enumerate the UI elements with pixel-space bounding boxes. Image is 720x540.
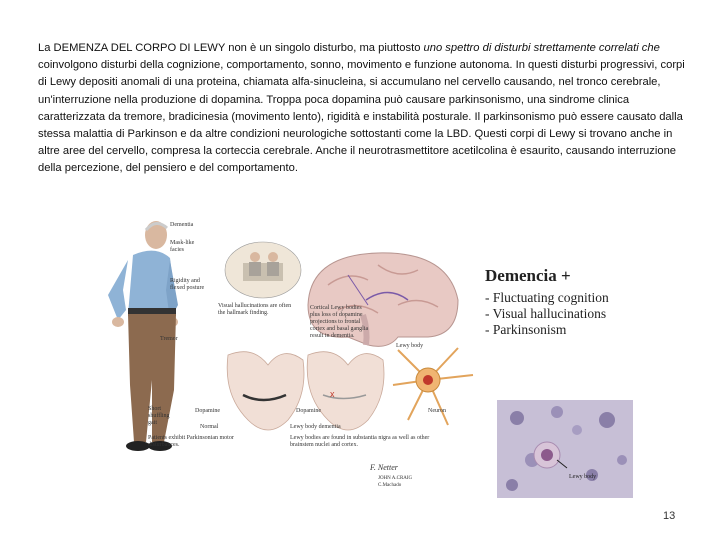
lewy-body-illustration bbox=[78, 210, 478, 500]
netter-signature: F. Netter bbox=[370, 463, 398, 472]
label-mask-like: Mask-like facies bbox=[170, 240, 195, 253]
label-short-shuffling: Short shuffling gait bbox=[148, 406, 170, 426]
page-number: 13 bbox=[663, 510, 676, 522]
demencia-item: - Visual hallucinations bbox=[485, 306, 607, 321]
label-lewy-body-dementia: Lewy body dementia bbox=[290, 424, 341, 430]
label-normal: Normal bbox=[200, 424, 219, 430]
demencia-item: - Parkinsonism bbox=[485, 322, 567, 337]
paragraph-italic: uno spettro di disturbi strettamente correlati che bbox=[423, 42, 660, 54]
demencia-title: Demencia + bbox=[485, 266, 571, 285]
neuron-drawing bbox=[388, 340, 478, 440]
label-patients-exhibit: Patients exhibit Parkinsonian motor disturbances. bbox=[148, 435, 234, 448]
label-tremor: Tremor bbox=[160, 336, 178, 342]
lewy-body-histology-image bbox=[497, 400, 633, 498]
body-paragraph bbox=[38, 40, 688, 178]
paragraph-text-2: coinvolgono disturbi della cognizione, comportamento, sonno, movimento e funzione autonoma. In questi disturbi progressivi, corpi di Lewy depositi anomali di una proteina, chiamata alfa-sinucleina, si accumulano nel cervello causando, nel tronco cerebrale, un'interruzione nella produzione di dopamina. Troppa poca dopamina può causare parkinsonismo, una sindrome clinica caratterizzata da tremore, bradicinesia (movimento lento), rigidità e instabilità posturale. Il parkinsonismo può essere causato dalla stessa malattia di Parkinson e da altre condizioni neurologiche sottostanti come la LBD. Questi corpi di Lewy si trovano anche in altre aree del cervello, compresa la corteccia cerebrale. Anche il neurotrasmettitore acetilcolina è esaurito, causando interruzione della percezione, del pensiero e del comportamento. bbox=[38, 59, 685, 175]
label-rigidity: Rigidity and flexed posture bbox=[170, 278, 205, 291]
demencia-box bbox=[485, 266, 609, 338]
label-lewy-body: Lewy body bbox=[396, 343, 424, 349]
label-lewy-found: Lewy bodies are found in substantia nigra as well as other brainstem nuclei and cortex. bbox=[290, 435, 430, 448]
artist-credits: JOHN A.CRAIG C.Machado bbox=[378, 476, 413, 488]
paragraph-text-1: La DEMENZA DEL CORPO DI LEWY non è un singolo disturbo, ma piuttosto bbox=[38, 42, 424, 54]
label-dementia: Dementia bbox=[170, 222, 194, 228]
histo-label: Lewy body bbox=[569, 474, 597, 480]
label-neuron: Neuron bbox=[428, 408, 446, 414]
label-cortical-lewy: Cortical Lewy bodies plus loss of dopamine projections to frontal cortex and basal ganglia result in dementia. bbox=[310, 305, 369, 339]
label-dopamine-normal: Dopamine bbox=[195, 408, 220, 414]
demencia-item: - Fluctuating cognition bbox=[485, 290, 609, 305]
label-visual-hallucinations: Visual hallucinations are often the hallmark finding. bbox=[218, 303, 292, 316]
label-dopamine-lewy: Dopamine bbox=[296, 408, 321, 414]
svg-text:x: x bbox=[330, 389, 335, 399]
